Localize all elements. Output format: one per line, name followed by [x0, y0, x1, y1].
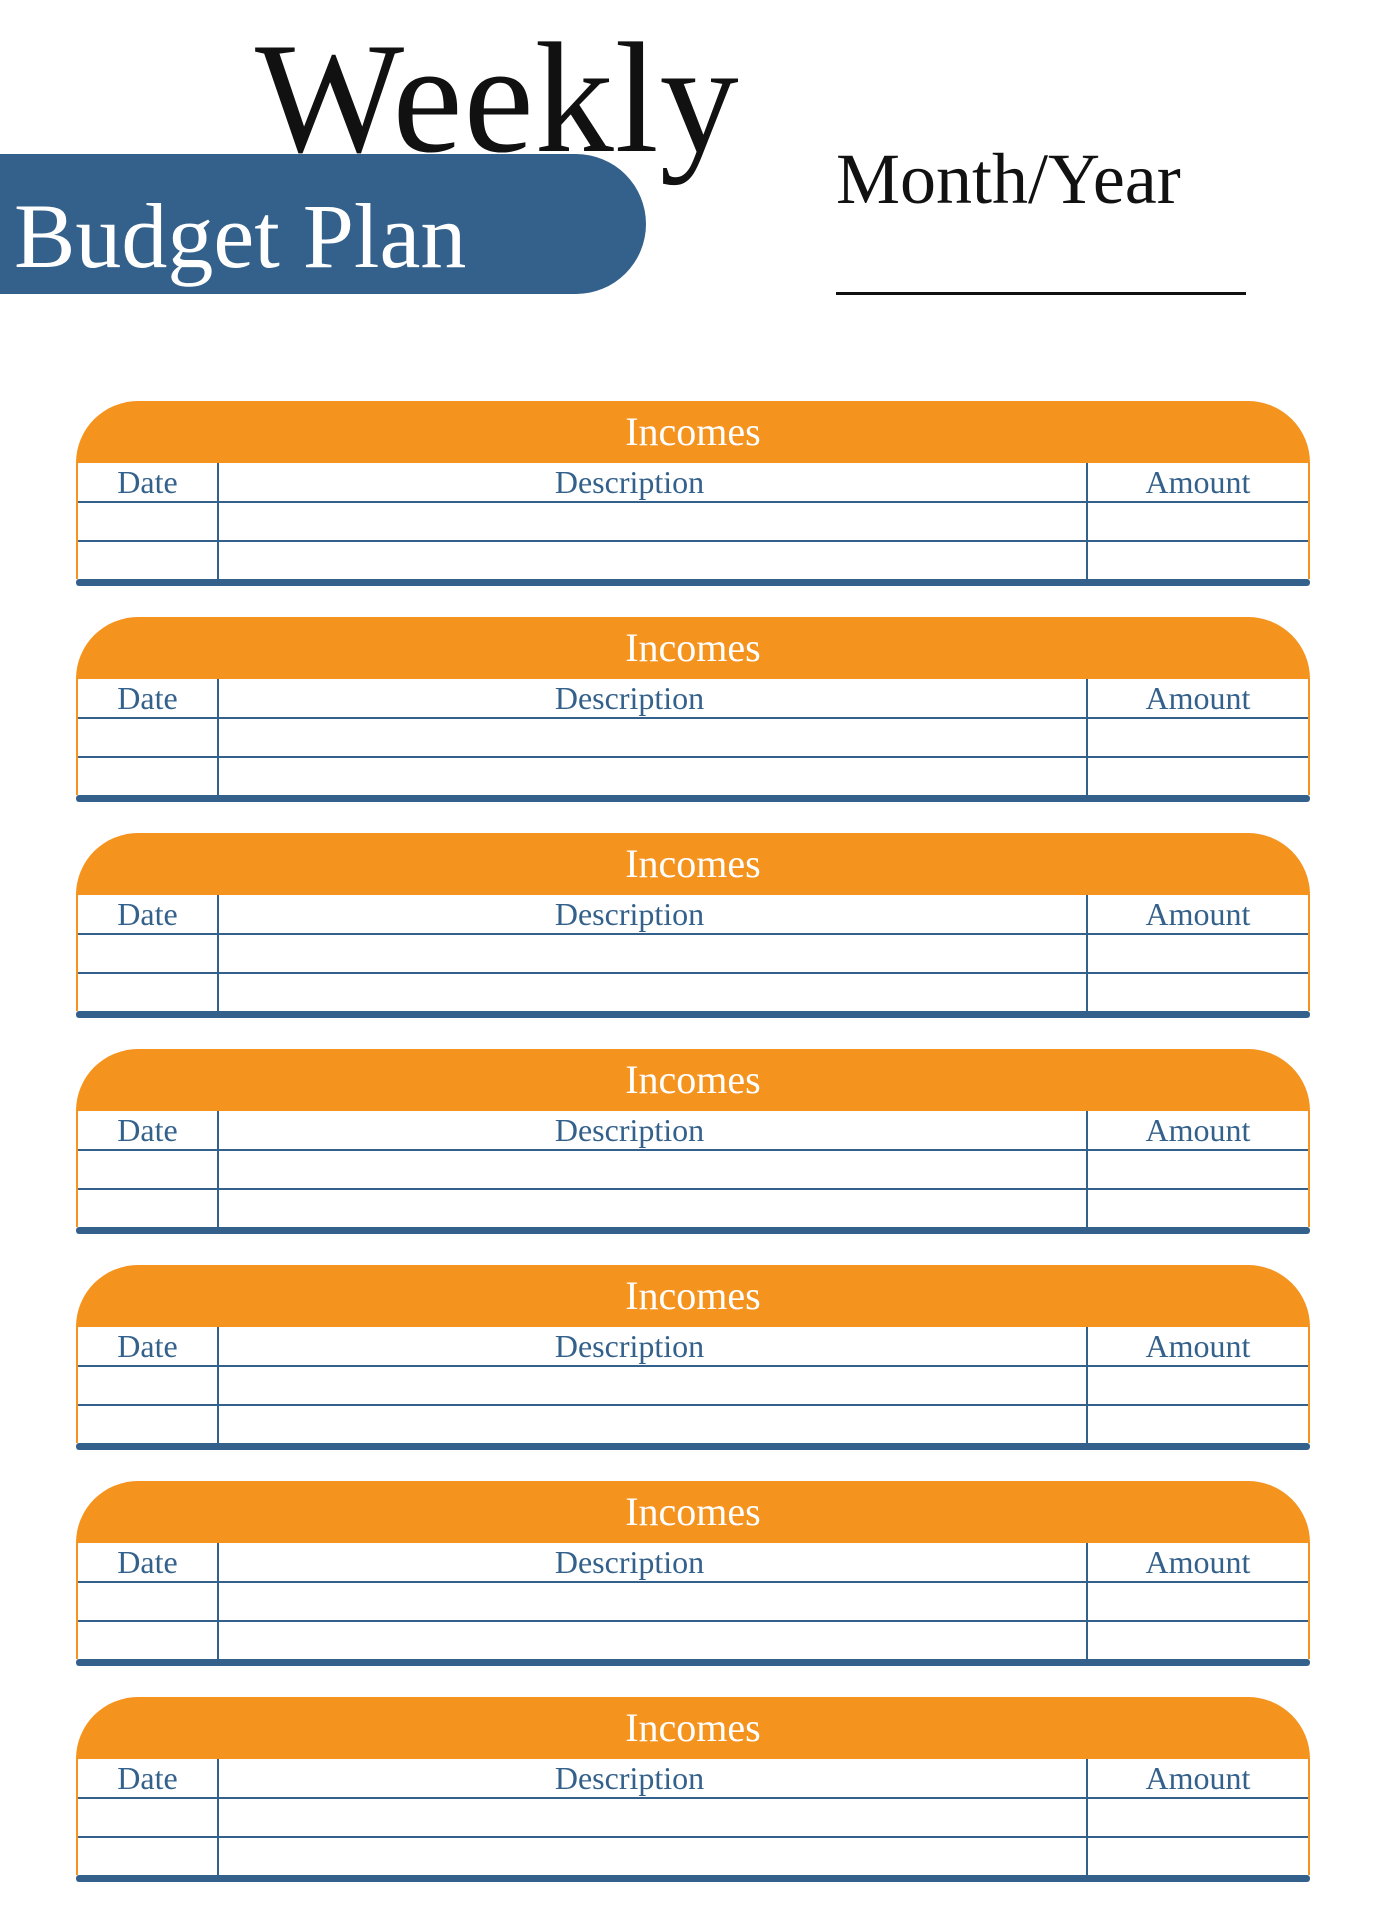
table-row: [78, 758, 1308, 794]
table-header: [76, 833, 1310, 895]
date-cell[interactable]: [78, 1799, 217, 1835]
table-body: [76, 1111, 1310, 1227]
description-cell[interactable]: [219, 935, 1086, 971]
table-header: [76, 1481, 1310, 1543]
amount-cell[interactable]: [1088, 1367, 1308, 1403]
income-table: [76, 401, 1310, 587]
table-row: [78, 1190, 1308, 1226]
date-cell[interactable]: [78, 719, 217, 755]
table-header: [76, 617, 1310, 679]
description-cell[interactable]: [219, 1406, 1086, 1442]
table-row: [78, 503, 1308, 539]
page-subtitle: Budget Plan: [14, 185, 467, 287]
table-body: [76, 895, 1310, 1011]
table-title: Incomes: [625, 1489, 761, 1534]
table-row: [78, 1622, 1308, 1658]
amount-cell[interactable]: [1088, 935, 1308, 971]
table-row: [78, 1838, 1308, 1874]
date-cell[interactable]: [78, 1367, 217, 1403]
table-body: [76, 463, 1310, 579]
table-title: Incomes: [625, 841, 761, 886]
amount-cell[interactable]: [1088, 1151, 1308, 1187]
income-table: [76, 1697, 1310, 1883]
page-title: Weekly: [255, 11, 740, 186]
table-row: [78, 1799, 1308, 1835]
column-header-amount: Amount: [1145, 680, 1251, 716]
description-cell[interactable]: [219, 1151, 1086, 1187]
income-table: [76, 1481, 1310, 1667]
column-header-description: Description: [554, 1328, 705, 1364]
column-header-date: Date: [117, 1544, 178, 1580]
income-table: [76, 617, 1310, 803]
date-cell[interactable]: [78, 1151, 217, 1187]
description-cell[interactable]: [219, 719, 1086, 755]
table-title: Incomes: [625, 625, 761, 670]
description-cell[interactable]: [219, 1838, 1086, 1874]
month-year-label: Month/Year: [836, 139, 1181, 219]
column-header-description: Description: [554, 1760, 705, 1796]
table-bottom-border: [76, 1443, 1310, 1450]
date-cell[interactable]: [78, 1406, 217, 1442]
description-cell[interactable]: [219, 1799, 1086, 1835]
income-table: [76, 1265, 1310, 1451]
table-row: [78, 935, 1308, 971]
column-header-amount: Amount: [1145, 896, 1251, 932]
amount-cell[interactable]: [1088, 542, 1308, 578]
income-table: [76, 833, 1310, 1019]
table-title: Incomes: [625, 1057, 761, 1102]
column-header-date: Date: [117, 680, 178, 716]
table-body: [76, 1543, 1310, 1659]
description-cell[interactable]: [219, 542, 1086, 578]
date-cell[interactable]: [78, 1190, 217, 1226]
table-header: [76, 401, 1310, 463]
table-title: Incomes: [625, 409, 761, 454]
column-header-amount: Amount: [1145, 1760, 1251, 1796]
column-header-description: Description: [554, 1112, 705, 1148]
date-cell[interactable]: [78, 935, 217, 971]
column-header-date: Date: [117, 1328, 178, 1364]
income-table: [76, 1049, 1310, 1235]
table-bottom-border: [76, 1659, 1310, 1666]
table-row: [78, 974, 1308, 1010]
table-bottom-border: [76, 579, 1310, 586]
amount-cell[interactable]: [1088, 1799, 1308, 1835]
date-cell[interactable]: [78, 974, 217, 1010]
table-row: [78, 1406, 1308, 1442]
description-cell[interactable]: [219, 1583, 1086, 1619]
date-cell[interactable]: [78, 542, 217, 578]
amount-cell[interactable]: [1088, 1583, 1308, 1619]
date-cell[interactable]: [78, 1838, 217, 1874]
description-cell[interactable]: [219, 974, 1086, 1010]
table-body: [76, 1759, 1310, 1875]
table-body: [76, 1327, 1310, 1443]
table-title: Incomes: [625, 1705, 761, 1750]
date-cell[interactable]: [78, 758, 217, 794]
amount-cell[interactable]: [1088, 1406, 1308, 1442]
amount-cell[interactable]: [1088, 1838, 1308, 1874]
table-row: [78, 719, 1308, 755]
table-row: [78, 542, 1308, 578]
column-header-description: Description: [554, 464, 705, 500]
date-cell[interactable]: [78, 503, 217, 539]
amount-cell[interactable]: [1088, 719, 1308, 755]
description-cell[interactable]: [219, 758, 1086, 794]
column-header-amount: Amount: [1145, 1112, 1251, 1148]
month-year-field[interactable]: [836, 292, 1246, 295]
column-header-amount: Amount: [1145, 1544, 1251, 1580]
description-cell[interactable]: [219, 1190, 1086, 1226]
description-cell[interactable]: [219, 503, 1086, 539]
table-bottom-border: [76, 1227, 1310, 1234]
column-header-date: Date: [117, 464, 178, 500]
amount-cell[interactable]: [1088, 758, 1308, 794]
amount-cell[interactable]: [1088, 974, 1308, 1010]
table-row: [78, 1583, 1308, 1619]
column-header-date: Date: [117, 1760, 178, 1796]
table-body: [76, 679, 1310, 795]
column-header-description: Description: [554, 896, 705, 932]
description-cell[interactable]: [219, 1622, 1086, 1658]
amount-cell[interactable]: [1088, 1622, 1308, 1658]
table-header: [76, 1265, 1310, 1327]
column-header-amount: Amount: [1145, 464, 1251, 500]
amount-cell[interactable]: [1088, 1190, 1308, 1226]
table-bottom-border: [76, 1875, 1310, 1882]
amount-cell[interactable]: [1088, 503, 1308, 539]
table-bottom-border: [76, 795, 1310, 802]
table-header: [76, 1697, 1310, 1759]
column-header-amount: Amount: [1145, 1328, 1251, 1364]
table-row: [78, 1367, 1308, 1403]
date-cell[interactable]: [78, 1622, 217, 1658]
column-header-date: Date: [117, 896, 178, 932]
description-cell[interactable]: [219, 1367, 1086, 1403]
date-cell[interactable]: [78, 1583, 217, 1619]
table-bottom-border: [76, 1011, 1310, 1018]
table-header: [76, 1049, 1310, 1111]
column-header-description: Description: [554, 680, 705, 716]
column-header-date: Date: [117, 1112, 178, 1148]
table-row: [78, 1151, 1308, 1187]
table-title: Incomes: [625, 1273, 761, 1318]
column-header-description: Description: [554, 1544, 705, 1580]
